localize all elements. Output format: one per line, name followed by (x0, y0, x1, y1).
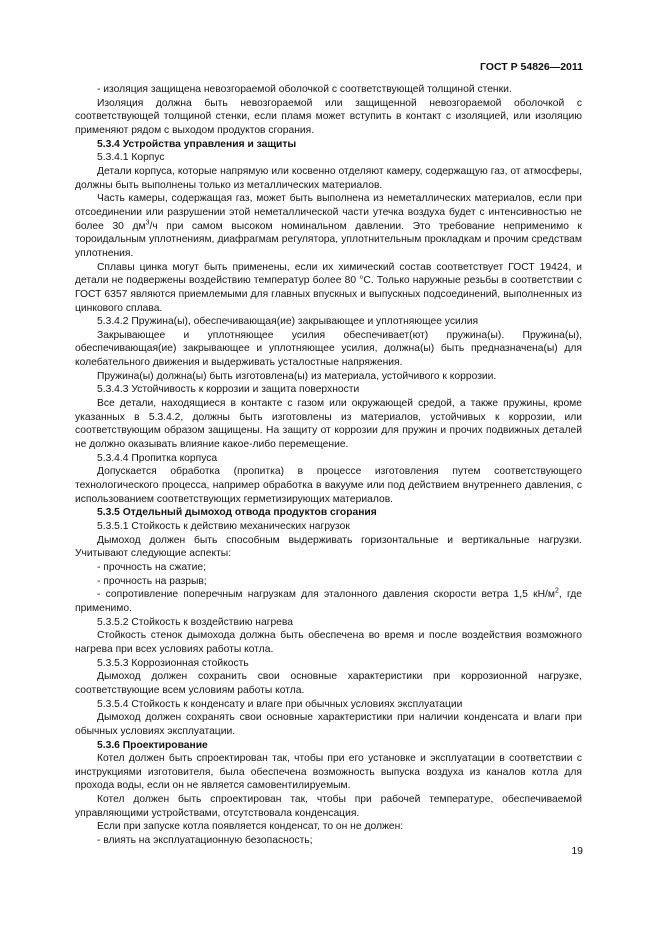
paragraph: Допускается обработка (пропитка) в процессе изготовления путем соответствующего технологического процесса, например обработка в вакууме или под действием внутреннего давления, с использованием соответствующих герметизирующих материалов. (75, 466, 582, 505)
paragraph-text: Часть камеры, содержащая газ, может быть выполнена из неметаллических материалов, если при отсоединении или разрушении этой неметаллической части утечка воздуха будет с интенсивностью не более 30 дм (75, 193, 582, 232)
list-item: - влиять на эксплуатационную безопасность; (97, 835, 313, 847)
paragraph: Сплавы цинка могут быть применены, если их химический состав соответствует ГОСТ 19424, и детали не подвержены воздействию температур более 80 °С. Только наружные резьбы в соответствии с ГОСТ 6357 являются приемлемыми для главных впускных и выпускных подсоединений, выполненных из цинкового сплава. (75, 261, 582, 314)
page-number: 19 (571, 845, 583, 857)
section-heading: 5.3.5 Отдельный дымоход отвода продуктов сгорания (97, 507, 377, 519)
paragraph: Детали корпуса, которые напрямую или косвенно отделяют камеру, содержащую газ, от атмосферы, должны быть выполнены только из металлических материалов. (75, 165, 582, 191)
paragraph: Дымоход должен сохранить свои основные характеристики при коррозионной нагрузке, соответствующие всем условиям работы котла. (75, 671, 582, 696)
document-code: ГОСТ Р 54826—2011 (479, 61, 583, 73)
list-item (75, 588, 582, 615)
subsection-heading: 5.3.4.2 Пружина(ы), обеспечивающая(ие) закрывающее и уплотняющее усилия (97, 316, 479, 328)
subsection-heading: 5.3.5.4 Стойкость к конденсату и влаге при обычных условиях эксплуатации (97, 698, 463, 710)
subsection-heading: 5.3.4.4 Пропитка корпуса (97, 452, 218, 464)
superscript: 2 (554, 587, 559, 595)
paragraph: Дымоход должен быть способным выдерживать горизонтальные и вертикальные нагрузки. Учитывают следующие аспекты: (75, 534, 582, 560)
list-item-text: - сопротивление поперечным нагрузкам для эталонного давления скорости ветра 1,5 кН/м (97, 589, 555, 601)
paragraph: Изоляция должна быть невозгораемой или защищенной невозгораемой оболочкой с соответствующей толщиной стенки, если пламя может вступить в контакт с изоляцией, или изоляцию применяют рядом с выходом продуктов сгорания. (75, 97, 582, 136)
section-heading: 5.3.4 Устройства управления и защиты (97, 138, 297, 150)
superscript: 3 (145, 219, 150, 227)
body-text (75, 83, 582, 848)
paragraph: Если при запуске котла появляется конденсат, то он не должен: (97, 821, 404, 833)
paragraph: Закрывающее и уплотняющее усилия обеспечивает(ют) пружина(ы). Пружина(ы), обеспечивающая(ие) закрывающее и уплотняющее усилия, должна(ы) быть предназначена(ы) для колебательного движения и выдерживать усталостные напряжения. (75, 329, 582, 369)
subsection-heading: 5.3.5.1 Стойкость к действию механических нагрузок (97, 521, 350, 532)
paragraph: Котел должен быть спроектирован так, чтобы при рабочей температуре, обеспечиваемой управляющими устройствами, отсутствовала конденсация. (75, 794, 582, 819)
paragraph: Стойкость стенок дымохода должна быть обеспечена во время и после воздействия возможного нагрева при всех условиях работы котла. (75, 630, 582, 655)
section-heading: 5.3.6 Проектирование (97, 739, 208, 751)
paragraph: Пружина(ы) должна(ы) быть изготовлена(ы) из материала, устойчивого к коррозии. (97, 370, 497, 382)
subsection-heading: 5.3.5.3 Коррозионная стойкость (97, 657, 249, 669)
paragraph (75, 192, 582, 260)
subsection-heading: 5.3.4.1 Корпус (97, 152, 165, 164)
paragraph: Дымоход должен сохранять свои основные характеристики при наличии конденсата и влаги при обычных условиях эксплуатации. (75, 712, 582, 737)
paragraph-text: /ч при самом высоком номинальном давлении. Это требование неприменимо к тороидальным уплотнениям, диафрагмам регулятора, уплотнительным прокладкам и прочим средствам уплотнения. (75, 220, 583, 259)
paragraph: Все детали, находящиеся в контакте с газом или окружающей средой, а также пружины, кроме указанных в 5.3.4.2, должны быть изготовлены из материалов, устойчивых к коррозии, или соответствующим образом защищены. На защиту от коррозии для пружин и прочих подвижных деталей не должно оказывать влияние какое-либо перемещение. (75, 398, 582, 451)
paragraph: Котел должен быть спроектирован так, чтобы при его установке и эксплуатации в соответствии с инструкциями изготовителя, была обеспечена возможность выпуска воздуха из каналов котла для прохода воды, если он не является самовентилируемым. (75, 753, 582, 792)
subsection-heading: 5.3.4.3 Устойчивость к коррозии и защита поверхности (97, 384, 360, 396)
list-item: - прочность на сжатие; (97, 561, 206, 573)
paragraph: - изоляция защищена невозгораемой оболочкой с соответствующей толщиной стенки. (97, 84, 512, 95)
subsection-heading: 5.3.5.2 Стойкость к воздействию нагрева (97, 616, 293, 628)
list-item: - прочность на разрыв; (97, 575, 207, 587)
list-item-text: , где применимо. (75, 589, 582, 614)
